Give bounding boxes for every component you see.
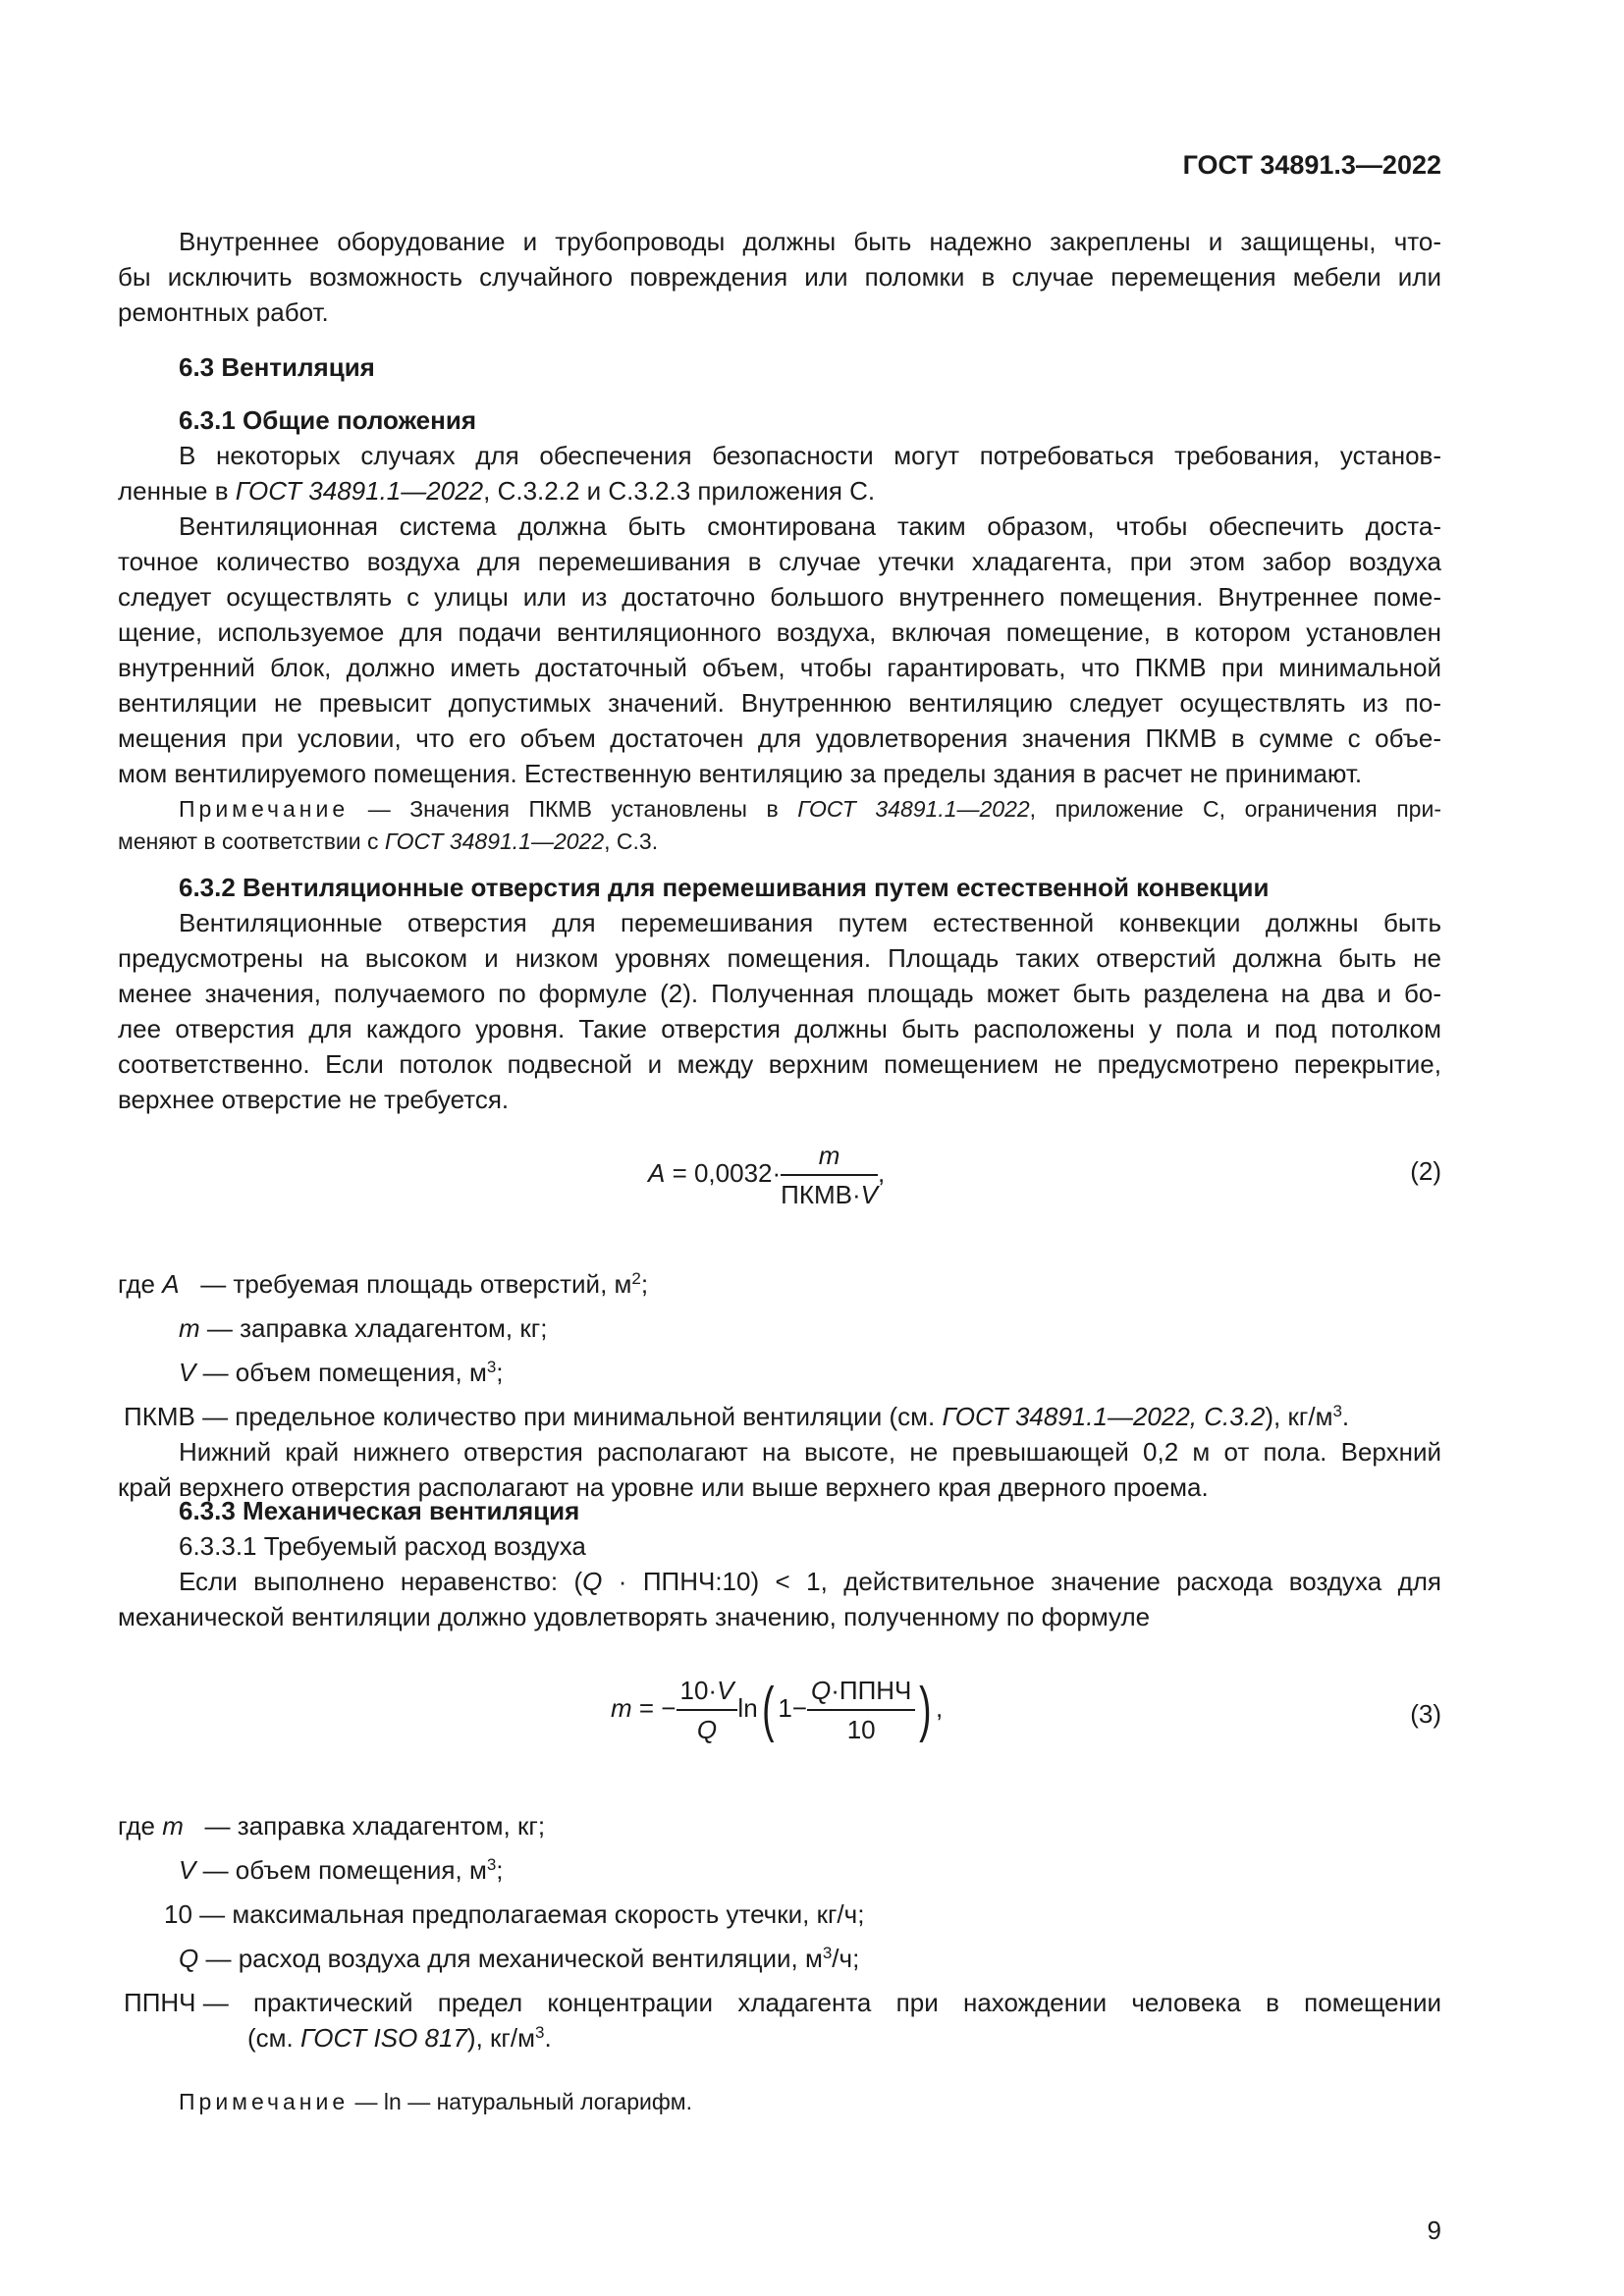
definition-row: m — заправка хладагентом, кг; [179,1313,548,1343]
paragraph-6-3-2 [118,905,1441,1117]
definition-row: ПКМВ — предельное количество при минимальной вентиляции (см. ГОСТ 34891.1—2022, С.3.2), $кг/м^3$. [124,1402,1350,1431]
text-line: внутренний блок, должно иметь достаточный объем, чтобы гарантировать, что ПКМВ при минимальной [118,653,1441,682]
text-line: В некоторых случаях для обеспечения безопасности могут потребоваться требования, установ- [179,441,1441,470]
text-line: щение, используемое для подачи вентиляционного воздуха, включая помещение, в котором установлен [118,617,1441,647]
text-line: Нижний край нижнего отверстия располагают на высоте, не превышающей 0,2 м от пола. Верхний [179,1437,1441,1467]
page-number: 9 [1427,2216,1441,2245]
definition-row: 10 — максимальная предполагаемая скорость утечки, кг/ч; [164,1899,865,1929]
text-line: точное количество воздуха для перемешивания в случае утечки хладагента, при этом забор воздуха [118,547,1441,576]
paragraph-6-3-1-b [118,508,1441,791]
text-line: Если выполнено неравенство: (Q · ППНЧ:10) < 1, действительное значение расхода воздуха для [179,1567,1441,1596]
section-heading-6-3-1: 6.3.1 Общие положения [179,405,476,435]
text-line: Вентиляционная система должна быть смонтирована таким образом, чтобы обеспечить доста- [179,511,1441,541]
text-line: мом вентилируемого помещения. Естественную вентиляцию за пределы здания в расчет не принимают. [118,759,1363,788]
note-line: меняют в соответствии с ГОСТ 34891.1—2022, С.3. [118,828,659,854]
text-line: ленные в ГОСТ 34891.1—2022, С.3.2.2 и С.3.2.3 приложения С. [118,476,876,506]
definition-row: V — объем помещения, $м^3$; [179,1358,504,1387]
section-heading-6-3-3: 6.3.3 Механическая вентиляция [179,1496,580,1525]
note-6-3-1 [118,793,1441,858]
note-line: Примечание — Значения ПКМВ установлены в ГОСТ 34891.1—2022, приложение С, ограничения при- [179,796,1441,822]
text-line: край верхнего отверстия располагают на уровне или выше верхнего края дверного проема. [118,1472,1209,1502]
formula-2: A = 0,0032· $\frac{m}{\text{ПКМВ·V}}$ , [648,1141,886,1209]
text-line: механической вентиляции должно удовлетворять значению, полученному по формуле [118,1602,1151,1631]
definition-row: (см. ГОСТ ISO 817), $кг/м^3$. [247,2023,552,2053]
formula-3: m = − $\frac{10\cdot V}{Q}$ ln( 1− $\frac{\text{Q·ППНЧ}}{10}$ ) , [611,1676,944,1744]
subsection-6-3-3-1: 6.3.3.1 Требуемый расход воздуха [179,1531,586,1561]
definition-row: где A — требуемая площадь отверстий, $м^2$; [118,1269,649,1299]
definition-row: V — объем помещения, $м^3$; [179,1855,504,1885]
formula-number-2: (2) [1410,1156,1441,1186]
formula-fraction: $\frac{\text{Q·ППНЧ}}{10}$ [807,1674,915,1746]
text-line: Вентиляционные отверстия для перемешивания путем естественной конвекции должны быть [179,908,1441,937]
intro-paragraph [118,224,1441,330]
formula-fraction: $\frac{m}{\text{ПКМВ·V}}$ [781,1141,878,1209]
formula-fraction: $\frac{10\cdot V}{Q}$ [677,1674,738,1746]
text-line: Внутреннее оборудование и трубопроводы должны быть надежно закреплены и защищены, что- [179,227,1441,256]
text-line: предусмотрены на высоком и низком уровнях помещения. Площадь таких отверстий должна быть не [118,943,1441,973]
document-header: ГОСТ 34891.3—2022 [1182,150,1441,180]
text-line: мещения при условии, что его объем достаточен для удовлетворения значения ПКМВ в сумме с объе- [118,723,1441,753]
text-line: ремонтных работ. [118,297,329,327]
formula-number-3: (3) [1410,1699,1441,1729]
definition-row: Q — расход воздуха для механической вентиляции, $м^3/ч$; [179,1944,860,1973]
paragraph-6-3-1-a [118,438,1441,508]
text-line: лее отверстия для каждого уровня. Такие отверстия должны быть расположены у пола и под потолком [118,1014,1441,1043]
text-line: верхнее отверстие не требуется. [118,1085,510,1114]
text-line: вентиляции не превысит допустимых значений. Внутреннюю вентиляцию следует осуществлять из по- [118,688,1441,718]
section-heading-6-3: 6.3 Вентиляция [179,352,375,382]
text-line: менее значения, получаемого по формуле (2). Полученная площадь может быть разделена на два и бо- [118,979,1441,1008]
standard-reference: ГОСТ 34891.1—2022 [235,476,484,506]
text-line: следует осуществлять с улицы или из достаточно большого внутреннего помещения. Внутреннее поме- [118,582,1441,612]
paragraph-6-3-3-1 [118,1564,1441,1634]
definition-row: ППНЧ — практический предел концентрации хладагента при нахождении человека в помещении [124,1988,1441,2017]
section-heading-6-3-2: 6.3.2 Вентиляционные отверстия для перемешивания путем естественной конвекции [179,873,1270,902]
note-6-3-3: Примечание — ln — натуральный логарифм. [179,2089,692,2114]
text-line: соответственно. Если потолок подвесной и между верхним помещением не предусмотрено перекрытие, [118,1049,1441,1079]
text-line: бы исключить возможность случайного повреждения или поломки в случае перемещения мебели или [118,262,1441,292]
definition-row: где m — заправка хладагентом, кг; [118,1811,546,1841]
